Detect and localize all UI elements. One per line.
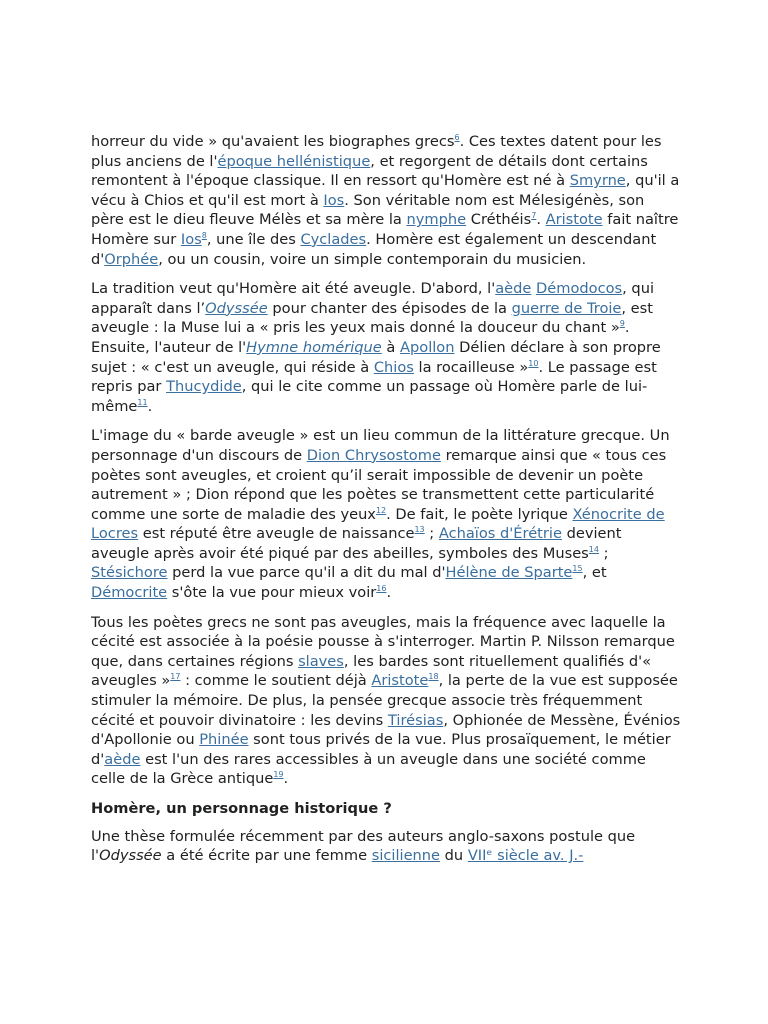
text: , une île des bbox=[206, 230, 301, 248]
link-tiresias[interactable]: Tirésias bbox=[387, 711, 444, 729]
text: fait naître Homère sur bbox=[91, 211, 679, 248]
text: sont tous privés de la vue. Plus prosaïquement, le métier d' bbox=[91, 731, 671, 768]
text: Une thèse formulée récemment par des auteurs anglo-saxons postule que l' bbox=[91, 827, 636, 865]
section-heading: Homère, un personnage historique ? bbox=[91, 800, 392, 817]
text: remarque ainsi que « tous ces poètes sont aveugles, et croient qu’il serait impossible de devenir un poète autrement » ; Dion répond que les poètes se transmettent cette particularité comme une sorte de maladie des yeux bbox=[91, 446, 667, 523]
title-odyssee: Odyssée bbox=[99, 847, 162, 865]
link-democrite[interactable]: Démocrite bbox=[91, 584, 168, 602]
text: La tradition veut qu'Homère ait été aveugle. D'abord, l' bbox=[91, 280, 496, 298]
link-aede[interactable]: aède bbox=[104, 750, 141, 768]
link-orphee[interactable]: Orphée bbox=[104, 250, 159, 268]
reference-11[interactable] bbox=[137, 398, 147, 407]
text: perd la vue parce qu'il a dit du mal d' bbox=[167, 564, 446, 582]
text: est l'un des rares accessibles à un aveugle dans une société comme celle de la Grèce antique bbox=[91, 750, 646, 788]
text: , qui apparaît dans l’ bbox=[91, 280, 655, 317]
reference-link[interactable]: 18 bbox=[428, 672, 439, 682]
link-sicilienne[interactable]: sicilienne bbox=[371, 847, 441, 865]
link-odyssee[interactable]: Odyssée bbox=[205, 299, 268, 317]
reference-13[interactable] bbox=[414, 525, 424, 534]
text: , la perte de la vue est supposée stimuler la mémoire. De plus, la pensée grecque associe très fréquemment cécité et pouvoir divinatoire : les devins bbox=[91, 672, 678, 729]
text: Délien déclare à son propre sujet : « c'est un aveugle, qui réside à bbox=[91, 338, 661, 376]
reference-12[interactable] bbox=[376, 506, 386, 515]
text: horreur du vide » qu'avaient les biographes grecs bbox=[91, 133, 455, 150]
link-aede[interactable]: aède bbox=[495, 280, 532, 298]
text: , et regorgent de détails dont certains remontent à l'époque classique. Il en ressort qu'Homère est né à bbox=[91, 152, 648, 190]
reference-link[interactable]: 19 bbox=[273, 770, 284, 780]
text: . Homère est également un descendant d' bbox=[91, 230, 657, 268]
reference-10[interactable] bbox=[528, 359, 538, 368]
text: ; bbox=[598, 544, 609, 562]
reference-link[interactable]: 16 bbox=[376, 584, 387, 594]
link-slaves[interactable]: slaves bbox=[298, 652, 344, 670]
text: devient aveugle après avoir été piqué par des abeilles, symboles des Muses bbox=[91, 525, 622, 562]
reference-15[interactable] bbox=[572, 564, 582, 573]
reference-17[interactable] bbox=[170, 672, 180, 681]
reference-link[interactable]: 10 bbox=[528, 358, 539, 368]
link-apollon[interactable]: Apollon bbox=[400, 338, 455, 356]
text: , et bbox=[582, 564, 607, 582]
link-nymphe[interactable]: nymphe bbox=[406, 211, 467, 229]
link-hymne-homerique[interactable]: Hymne homérique bbox=[246, 338, 382, 356]
paragraph-blind-bard bbox=[91, 426, 681, 602]
text: . De fait, le poète lyrique bbox=[386, 505, 573, 523]
text: L'image du « barde aveugle » est un lieu commun de la littérature grecque. Un personnage d'un discours de bbox=[91, 427, 670, 464]
link-achaios-deretrie[interactable]: Achaïos d'Érétrie bbox=[438, 525, 562, 543]
paragraph-thesis bbox=[91, 827, 681, 866]
text: ; bbox=[424, 525, 439, 543]
text: pour chanter des épisodes de la bbox=[267, 299, 512, 317]
reference-14[interactable] bbox=[589, 545, 599, 554]
link-viie-siecle[interactable]: VIIᵉ siècle av. J.- bbox=[467, 847, 584, 865]
text: Tous les poètes grecs ne sont pas aveugles, mais la fréquence avec laquelle la cécité est associée à la poésie pousse à s'interroger. Martin P. Nilsson remarque que, dans certaines régions bbox=[91, 613, 675, 670]
text: : comme le soutient déjà bbox=[180, 672, 372, 690]
link-xenocrite-de-locres[interactable]: Xénocrite de Locres bbox=[91, 505, 665, 543]
article-body bbox=[91, 132, 681, 876]
text: , Ophionée de Messène, Événios d'Apollonie ou bbox=[91, 711, 681, 749]
link-dion-chrysostome[interactable]: Dion Chrysostome bbox=[306, 446, 441, 464]
reference-18[interactable] bbox=[428, 672, 438, 681]
text: s'ôte la vue pour mieux voir bbox=[167, 584, 377, 602]
reference-link[interactable]: 17 bbox=[170, 672, 181, 682]
reference-link[interactable]: 7 bbox=[531, 211, 537, 221]
link-aristote[interactable]: Aristote bbox=[545, 211, 603, 229]
reference-link[interactable]: 13 bbox=[414, 525, 425, 535]
link-epoque-hellenistique[interactable]: époque hellénistique bbox=[217, 152, 371, 170]
text: . bbox=[386, 584, 392, 602]
text: , les bardes sont rituellement qualifiés d'« aveugles » bbox=[91, 652, 652, 690]
reference-link[interactable]: 8 bbox=[201, 230, 207, 240]
reference-link[interactable]: 15 bbox=[572, 564, 583, 574]
text: . Son véritable nom est Mélesigénès, son père est le dieu fleuve Mélès et sa mère la bbox=[91, 191, 645, 229]
text: à bbox=[381, 338, 401, 356]
text: . Le passage est repris par bbox=[91, 358, 657, 396]
link-ios[interactable]: Ios bbox=[180, 230, 202, 248]
text: . Ensuite, l'auteur de l' bbox=[91, 319, 630, 356]
text: . bbox=[283, 770, 289, 788]
link-aristote[interactable]: Aristote bbox=[371, 672, 429, 690]
reference-link[interactable]: 11 bbox=[137, 397, 148, 407]
text: , ou un cousin, voire un simple contemporain du musicien. bbox=[158, 250, 587, 268]
text: la rocailleuse » bbox=[413, 358, 529, 376]
link-stesichore[interactable]: Stésichore bbox=[91, 564, 168, 582]
paragraph-blindness bbox=[91, 279, 681, 416]
text: du bbox=[440, 847, 468, 865]
link-chios[interactable]: Chios bbox=[373, 358, 414, 376]
link-thucydide[interactable]: Thucydide bbox=[166, 378, 242, 396]
reference-link[interactable]: 6 bbox=[454, 133, 460, 142]
text: . bbox=[147, 397, 153, 415]
paragraph-origins bbox=[91, 132, 681, 269]
link-cyclades[interactable]: Cyclades bbox=[300, 230, 367, 248]
text: a été écrite par une femme bbox=[161, 847, 372, 865]
link-smyrne[interactable]: Smyrne bbox=[569, 172, 626, 190]
reference-link[interactable]: 14 bbox=[588, 544, 599, 554]
text: . bbox=[536, 211, 546, 229]
link-phinee[interactable]: Phinée bbox=[199, 731, 249, 749]
reference-link[interactable]: 12 bbox=[375, 505, 387, 515]
reference-link[interactable]: 9 bbox=[619, 319, 625, 329]
reference-16[interactable] bbox=[376, 584, 386, 593]
text: est réputé être aveugle de naissance bbox=[138, 525, 415, 543]
text: , qui le cite comme un passage où Homère parle de lui-même bbox=[91, 378, 648, 415]
paragraph-blind-poets bbox=[91, 613, 681, 789]
link-ios[interactable]: Ios bbox=[323, 191, 345, 209]
text: , est aveugle : la Muse lui a « pris les yeux mais donné la douceur du chant » bbox=[91, 299, 653, 337]
link-demodocos[interactable]: Démodocos bbox=[536, 280, 623, 298]
link-guerre-de-troie[interactable]: guerre de Troie bbox=[511, 299, 622, 317]
text: Créthéis bbox=[466, 211, 532, 229]
link-helene-de-sparte[interactable]: Hélène de Sparte bbox=[445, 564, 573, 582]
text: . Ces textes datent pour les plus anciens de l' bbox=[91, 133, 662, 170]
reference-19[interactable] bbox=[273, 770, 283, 779]
text: , qu'il a vécu à Chios et qu'il est mort à bbox=[91, 172, 680, 209]
